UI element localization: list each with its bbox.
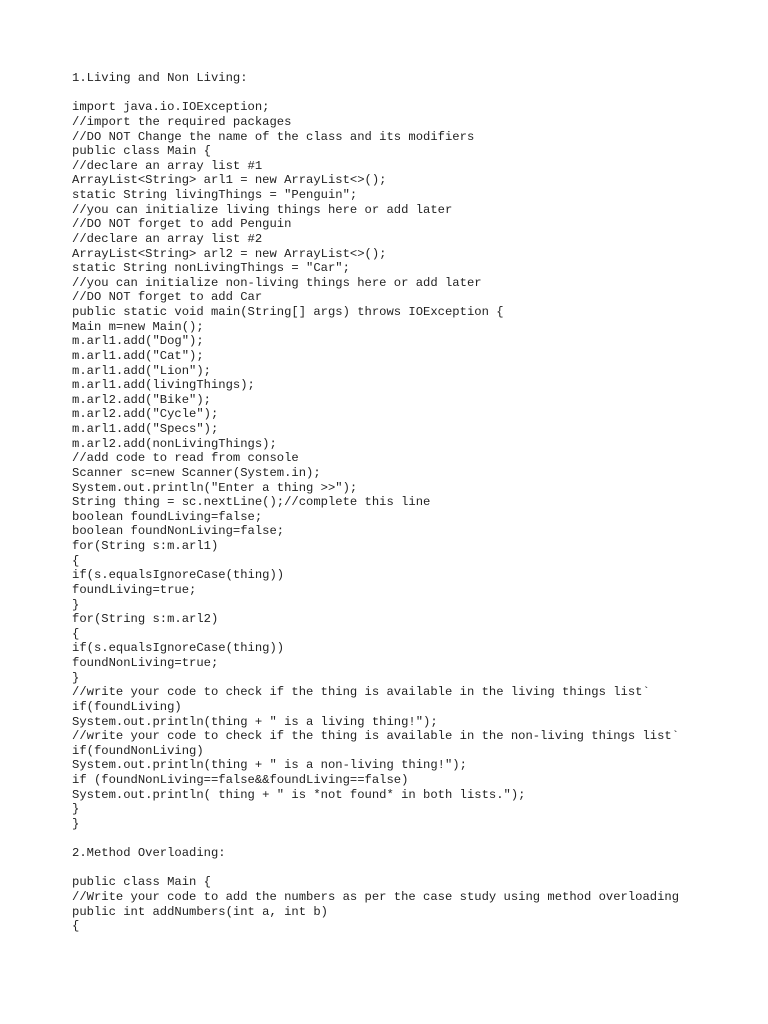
code-line: for(String s:m.arl1) (72, 539, 219, 553)
code-block (72, 875, 752, 934)
code-line: static String nonLivingThings = "Car"; (72, 261, 350, 276)
code-line: } (72, 816, 80, 831)
code-line: foundLiving=true; (72, 582, 197, 597)
section-method-overloading (72, 846, 752, 934)
blank-line (72, 832, 752, 847)
code-line: public int addNumbers(int a, int b) (72, 904, 328, 919)
code-block (72, 100, 752, 831)
code-line: Scanner sc=new Scanner(System.in); (72, 465, 321, 480)
code-line: static String livingThings = "Penguin"; (72, 188, 358, 202)
blank-line (72, 861, 752, 876)
code-line: //DO NOT forget to add Penguin (72, 217, 292, 232)
section-heading: 1.Living and Non Living: (72, 71, 248, 85)
code-line: String thing = sc.nextLine();//complete this line (72, 495, 431, 510)
code-line: if (foundNonLiving==false&&foundLiving==false) (72, 773, 409, 787)
code-line: ArrayList<String> arl1 = new ArrayList<>(); (72, 173, 387, 188)
section-heading: 2.Method Overloading: (72, 846, 226, 861)
code-line: m.arl2.add("Bike"); (72, 392, 211, 407)
code-line: public class Main { (72, 875, 211, 890)
code-line: System.out.println("Enter a thing >>"); (72, 480, 358, 495)
code-line: public static void main(String[] args) throws IOException { (72, 305, 504, 319)
code-line: m.arl1.add(livingThings); (72, 378, 255, 393)
code-line: m.arl1.add("Dog"); (72, 334, 204, 349)
code-line: System.out.println(thing + " is a non-living thing!"); (72, 758, 467, 773)
code-line: m.arl1.add("Lion"); (72, 363, 211, 378)
code-line: //you can initialize living things here or add later (72, 202, 453, 217)
code-line: { (72, 919, 80, 934)
code-line: //import the required packages (72, 114, 292, 129)
code-line: import java.io.IOException; (72, 100, 270, 115)
code-line: //Write your code to add the numbers as per the case study using method overloading (72, 890, 680, 904)
code-line: //add code to read from console (72, 451, 299, 466)
code-line: //you can initialize non-living things here or add later (72, 275, 482, 290)
code-line: if(foundLiving) (72, 699, 182, 714)
blank-line (72, 86, 752, 101)
code-line: } (72, 670, 80, 685)
code-line: Main m=new Main(); (72, 319, 204, 334)
code-line: boolean foundNonLiving=false; (72, 524, 285, 539)
code-line: if(s.equalsIgnoreCase(thing)) (72, 641, 285, 656)
code-line: //write your code to check if the thing is available in the non-living things list` (72, 729, 680, 744)
code-line: { (72, 626, 80, 641)
code-line: } (72, 597, 80, 612)
document-page (72, 71, 752, 934)
code-line: for(String s:m.arl2) (72, 612, 219, 627)
code-line: m.arl2.add("Cycle"); (72, 407, 219, 422)
code-line: { (72, 553, 80, 568)
code-line: ArrayList<String> arl2 = new ArrayList<>(); (72, 246, 387, 261)
code-line: //declare an array list #2 (72, 231, 263, 246)
code-line: System.out.println( thing + " is *not found* in both lists."); (72, 787, 526, 802)
code-line: if(s.equalsIgnoreCase(thing)) (72, 568, 285, 583)
code-line: //DO NOT forget to add Car (72, 290, 263, 305)
code-line: //write your code to check if the thing is available in the living things list` (72, 685, 650, 700)
code-line: m.arl1.add("Cat"); (72, 348, 204, 363)
section-living-non-living (72, 71, 752, 832)
code-line: } (72, 802, 80, 817)
code-line: if(foundNonLiving) (72, 743, 204, 758)
code-line: //declare an array list #1 (72, 158, 263, 173)
code-line: foundNonLiving=true; (72, 656, 219, 670)
code-line: m.arl2.add(nonLivingThings); (72, 436, 277, 451)
code-line: m.arl1.add("Specs"); (72, 422, 219, 436)
code-line: boolean foundLiving=false; (72, 509, 263, 524)
code-line: public class Main { (72, 144, 211, 159)
code-line: System.out.println(thing + " is a living thing!"); (72, 714, 438, 729)
code-line: //DO NOT Change the name of the class and its modifiers (72, 129, 475, 144)
